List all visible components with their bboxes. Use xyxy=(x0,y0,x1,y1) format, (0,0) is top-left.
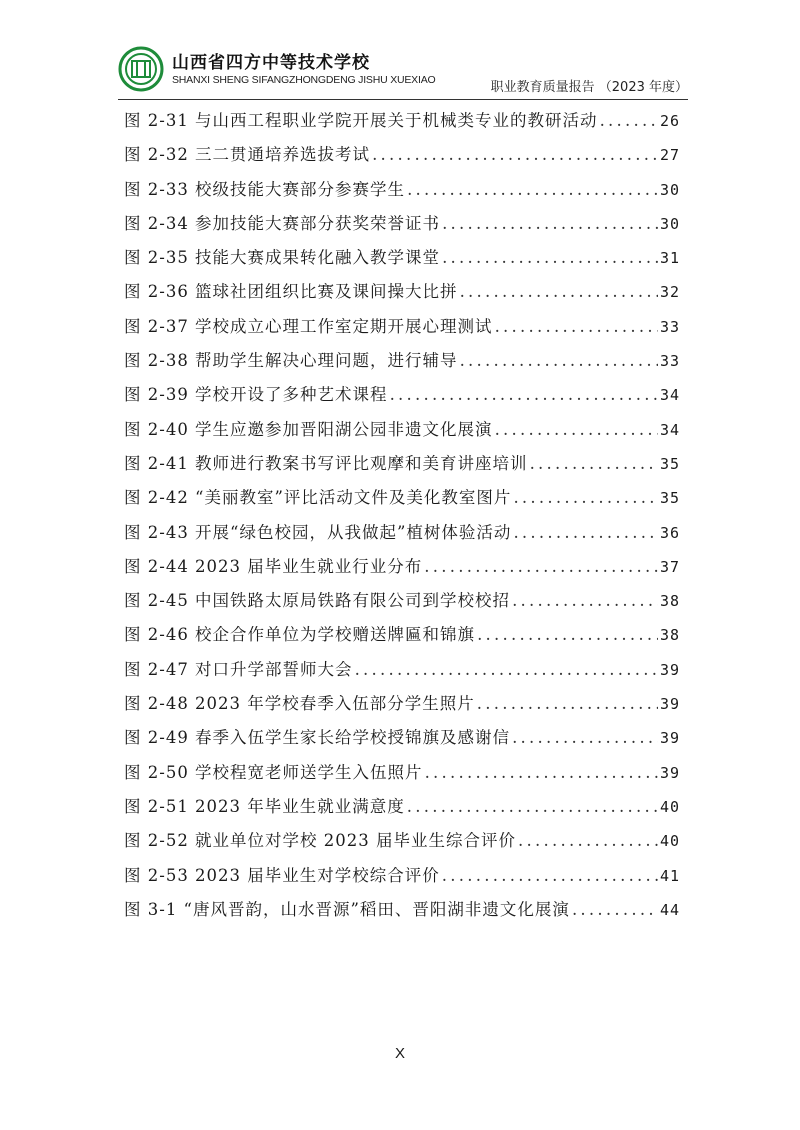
toc-entry-page: 39 xyxy=(659,695,680,714)
toc-entry[interactable] xyxy=(124,584,680,618)
toc-entry[interactable] xyxy=(124,207,680,241)
header-divider xyxy=(118,99,688,100)
toc-leader-dots xyxy=(572,893,658,927)
toc-leader-dots xyxy=(460,344,658,378)
toc-entry-page: 30 xyxy=(659,180,680,199)
table-of-figures xyxy=(124,104,680,927)
toc-entry[interactable] xyxy=(124,653,680,687)
toc-leader-dots xyxy=(495,310,658,344)
toc-entry[interactable] xyxy=(124,721,680,755)
school-logo-icon xyxy=(118,46,164,92)
toc-entry-label: 图 2-41 教师进行教案书写评比观摩和美育讲座培训 xyxy=(124,453,528,473)
toc-entry-page: 30 xyxy=(659,214,680,233)
toc-entry[interactable] xyxy=(124,516,680,550)
toc-leader-dots xyxy=(407,173,658,207)
toc-entry[interactable] xyxy=(124,824,680,858)
toc-entry-label: 图 2-48 2023 年学校春季入伍部分学生照片 xyxy=(124,694,475,714)
toc-entry[interactable] xyxy=(124,275,680,309)
toc-entry-label: 图 2-49 春季入伍学生家长给学校授锦旗及感谢信 xyxy=(124,728,511,748)
toc-entry[interactable] xyxy=(124,378,680,412)
school-name-en: SHANXI SHENG SIFANGZHONGDENG JISHU XUEXIAO xyxy=(172,74,436,86)
toc-entry-page: 34 xyxy=(659,420,680,439)
toc-entry-label: 图 2-33 校级技能大赛部分参赛学生 xyxy=(124,179,406,199)
toc-entry-label: 图 2-44 2023 届毕业生就业行业分布 xyxy=(124,556,423,576)
toc-leader-dots xyxy=(477,687,658,721)
toc-entry[interactable] xyxy=(124,550,680,584)
toc-leader-dots xyxy=(407,790,658,824)
toc-entry-page: 26 xyxy=(659,112,680,130)
toc-entry-label: 图 2-38 帮助学生解决心理问题，进行辅导 xyxy=(124,351,458,371)
toc-entry-label: 图 2-51 2023 年毕业生就业满意度 xyxy=(124,796,405,816)
toc-leader-dots xyxy=(513,481,658,515)
toc-entry[interactable] xyxy=(124,447,680,481)
toc-leader-dots xyxy=(512,584,658,618)
toc-entry-page: 33 xyxy=(659,352,680,371)
toc-entry[interactable] xyxy=(124,173,680,207)
toc-entry-page: 31 xyxy=(659,249,680,268)
toc-entry-page: 40 xyxy=(659,797,680,816)
toc-leader-dots xyxy=(424,550,658,584)
toc-leader-dots xyxy=(442,241,658,275)
toc-entry[interactable] xyxy=(124,481,680,515)
toc-entry-label: 图 2-35 技能大赛成果转化融入教学课堂 xyxy=(124,248,441,268)
page-header xyxy=(118,42,688,98)
toc-entry-label: 图 2-47 对口升学部誓师大会 xyxy=(124,659,353,679)
toc-entry-label: 图 2-34 参加技能大赛部分获奖荣誉证书 xyxy=(124,213,441,233)
toc-entry-page: 27 xyxy=(659,146,680,165)
toc-entry-page: 41 xyxy=(659,866,680,885)
toc-entry-label: 图 2-32 三二贯通培养选拔考试 xyxy=(124,145,371,165)
toc-entry[interactable] xyxy=(124,241,680,275)
report-title: 职业教育质量报告 （2023 年度） xyxy=(490,80,688,95)
toc-leader-dots xyxy=(512,721,658,755)
toc-entry[interactable] xyxy=(124,618,680,652)
school-name-cn: 山西省四方中等技术学校 xyxy=(172,53,370,73)
toc-entry-page: 34 xyxy=(659,386,680,405)
toc-entry-page: 33 xyxy=(659,317,680,336)
toc-leader-dots xyxy=(495,413,658,447)
toc-entry-page: 37 xyxy=(659,557,680,576)
toc-entry-label: 图 2-52 就业单位对学校 2023 届毕业生综合评价 xyxy=(124,831,517,851)
toc-leader-dots xyxy=(600,104,658,138)
toc-entry-label: 图 2-46 校企合作单位为学校赠送牌匾和锦旗 xyxy=(124,625,476,645)
toc-entry-page: 39 xyxy=(659,763,680,782)
toc-entry[interactable] xyxy=(124,310,680,344)
toc-entry-label: 图 2-40 学生应邀参加晋阳湖公园非遗文化展演 xyxy=(124,419,493,439)
toc-entry-page: 32 xyxy=(659,283,680,302)
toc-entry-label: 图 2-37 学校成立心理工作室定期开展心理测试 xyxy=(124,316,493,336)
toc-leader-dots xyxy=(460,275,658,309)
toc-entry-label: 图 2-53 2023 届毕业生对学校综合评价 xyxy=(124,865,440,885)
toc-entry[interactable] xyxy=(124,687,680,721)
toc-leader-dots xyxy=(442,859,658,893)
toc-entry-page: 39 xyxy=(659,729,680,748)
toc-entry[interactable] xyxy=(124,790,680,824)
toc-entry-label: 图 2-36 篮球社团组织比赛及课间操大比拼 xyxy=(124,282,458,302)
toc-entry-page: 38 xyxy=(659,626,680,645)
toc-entry-label: 图 2-31 与山西工程职业学院开展关于机械类专业的教研活动 xyxy=(124,111,598,130)
toc-entry-page: 35 xyxy=(659,454,680,473)
toc-leader-dots xyxy=(390,378,658,412)
toc-entry[interactable] xyxy=(124,344,680,378)
toc-entry[interactable] xyxy=(124,893,680,927)
toc-entry-page: 40 xyxy=(659,832,680,851)
toc-leader-dots xyxy=(425,756,658,790)
toc-entry-page: 44 xyxy=(659,900,680,919)
toc-entry[interactable] xyxy=(124,104,680,138)
toc-leader-dots xyxy=(442,207,658,241)
toc-entry-label: 图 2-50 学校程宽老师送学生入伍照片 xyxy=(124,762,423,782)
toc-entry-label: 图 3-1 “唐风晋韵，山水晋源”稻田、晋阳湖非遗文化展演 xyxy=(124,899,570,919)
page-number: X xyxy=(394,1045,405,1062)
toc-leader-dots xyxy=(372,138,658,172)
toc-entry-page: 35 xyxy=(659,489,680,508)
toc-entry[interactable] xyxy=(124,859,680,893)
toc-leader-dots xyxy=(477,618,658,652)
toc-entry-label: 图 2-43 开展“绿色校园，从我做起”植树体验活动 xyxy=(124,522,512,542)
toc-entry[interactable] xyxy=(124,138,680,172)
toc-leader-dots xyxy=(355,653,658,687)
toc-entry-page: 38 xyxy=(659,592,680,611)
toc-entry[interactable] xyxy=(124,413,680,447)
toc-entry[interactable] xyxy=(124,756,680,790)
toc-entry-label: 图 2-45 中国铁路太原局铁路有限公司到学校校招 xyxy=(124,591,511,611)
toc-leader-dots xyxy=(518,824,658,858)
toc-leader-dots xyxy=(513,516,658,550)
toc-leader-dots xyxy=(530,447,658,481)
toc-entry-page: 36 xyxy=(659,523,680,542)
toc-entry-page: 39 xyxy=(659,660,680,679)
toc-entry-label: 图 2-42 “美丽教室”评比活动文件及美化教室图片 xyxy=(124,488,512,508)
toc-entry-label: 图 2-39 学校开设了多种艺术课程 xyxy=(124,385,388,405)
